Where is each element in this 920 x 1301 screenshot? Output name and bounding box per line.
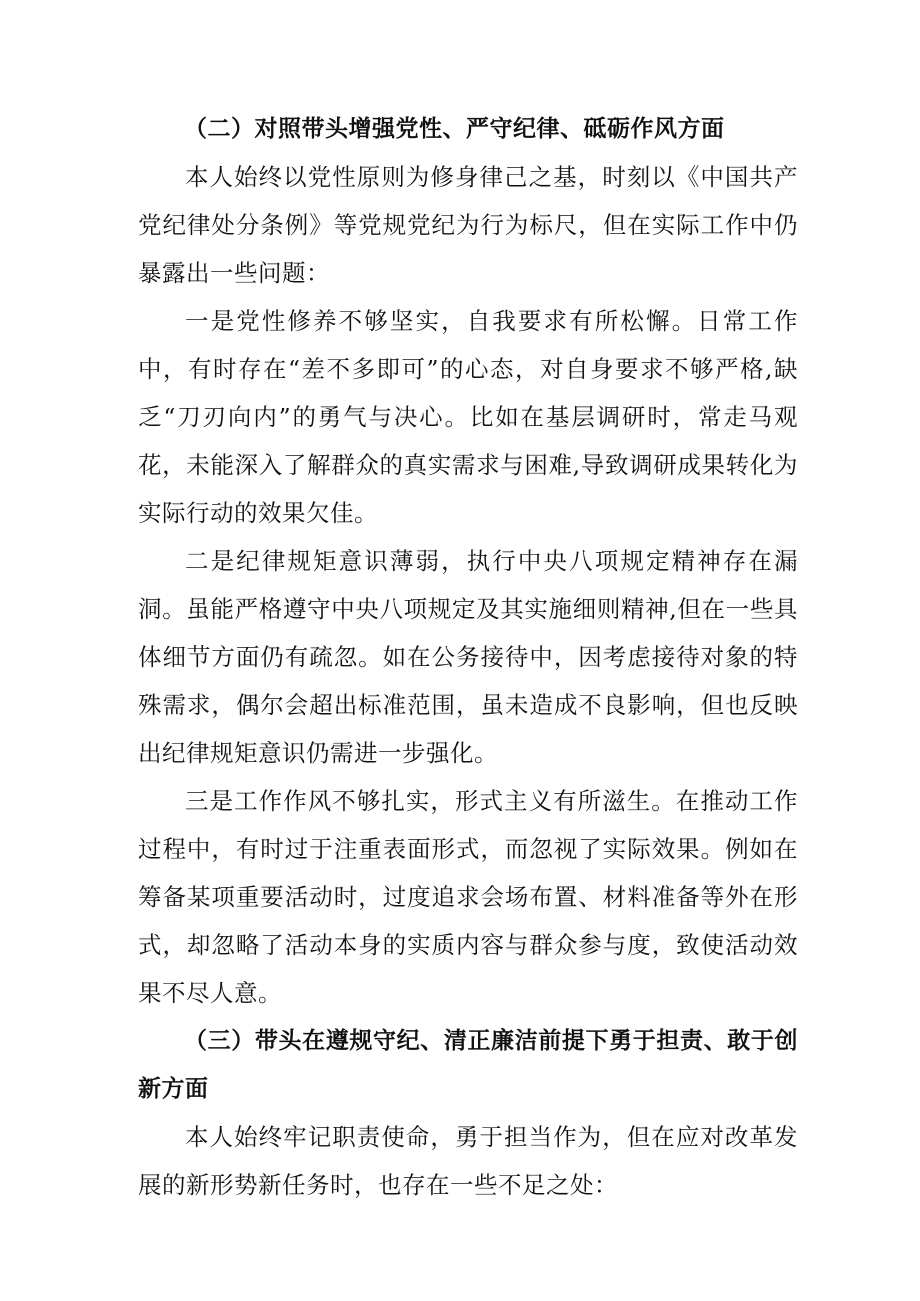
document-body xyxy=(138,105,798,1209)
section-3-intro-paragraph: 本人始终牢记职责使命，勇于担当作为，但在应对改革发展的新形势新任务时，也存在一些不足之处： xyxy=(138,1123,798,1199)
issue-paragraph-2: 二是纪律规矩意识薄弱，执行中央八项规定精神存在漏洞。虽能严格遵守中央八项规定及其实施细则精神,但在一些具体细节方面仍有疏忽。如在公务接待中，因考虑接待对象的特殊需求，偶尔会超出标准范围，虽未造成不良影响，但也反映出纪律规矩意识仍需进一步强化。 xyxy=(138,547,798,767)
section-heading-2: （二）对照带头增强党性、严守纪律、砥砺作风方面 xyxy=(184,116,725,142)
section-heading-3: （三）带头在遵规守纪、清正廉洁前提下勇于担责、敢于创新方面 xyxy=(138,1028,798,1102)
section-2-intro-paragraph: 本人始终以党性原则为修身律己之基，时刻以《中国共产党纪律处分条例》等党规党纪为行为标尺，但在实际工作中仍暴露出一些问题： xyxy=(138,163,798,287)
issue-paragraph-1: 一是党性修养不够坚实，自我要求有所松懈。日常工作中，有时存在“差不多即可”的心态，对自身要求不够严格,缺乏“刀刃向内”的勇气与决心。比如在基层调研时，常走马观花，未能深入了解群众的真实需求与困难,导致调研成果转化为实际行动的效果欠佳。 xyxy=(138,307,798,527)
issue-paragraph-3: 三是工作作风不够扎实，形式主义有所滋生。在推动工作过程中，有时过于注重表面形式，而忽视了实际效果。例如在筹备某项重要活动时，过度追求会场布置、材料准备等外在形式，却忽略了活动本身的实质内容与群众参与度，致使活动效果不尽人意。 xyxy=(138,787,798,1007)
